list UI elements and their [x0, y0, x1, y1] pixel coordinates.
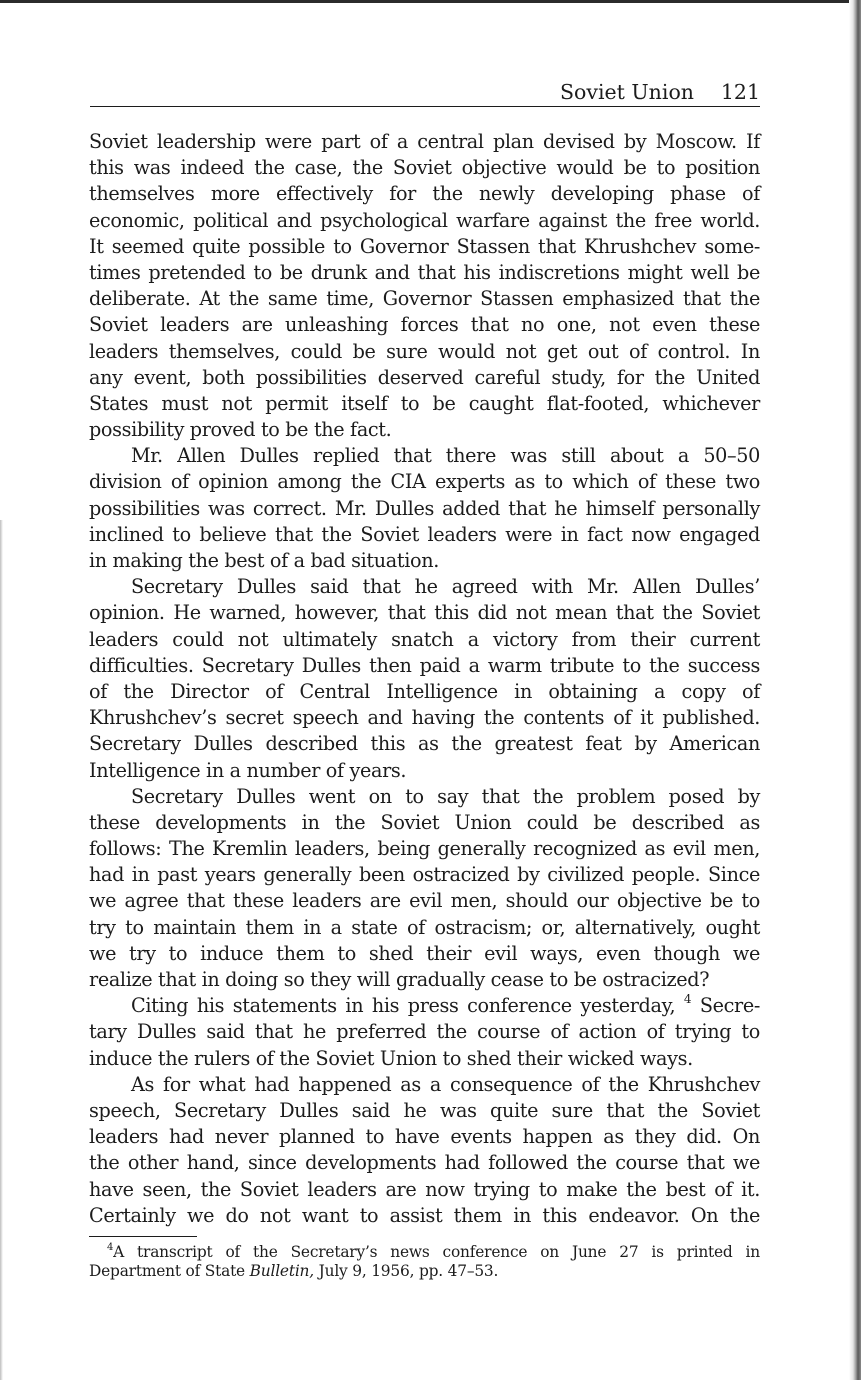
- text-line: Soviet leadership were part of a central plan devised by Moscow. If: [89, 130, 760, 153]
- text-line: tary Dulles said that he preferred the course of action of trying to: [89, 1020, 760, 1044]
- text-line: Intelligence in a number of years.: [89, 758, 407, 782]
- text-line: economic, political and psychological warfare against the free world.: [89, 208, 760, 232]
- footnote-text: A transcript of the Secretary’s news conference on June 27 is printed in: [113, 1243, 760, 1261]
- text-line: leaders had never planned to have events happen as they did. On: [89, 1125, 760, 1149]
- footnote-line: [89, 1243, 760, 1262]
- body-text: [89, 129, 760, 1229]
- text-line: times pretended to be drunk and that his indiscretions might well be: [89, 260, 760, 284]
- text-line: Secretary Dulles described this as the greatest feat by American: [89, 732, 760, 756]
- text-line: As for what had happened as a consequence of the Khrushchev: [131, 1072, 760, 1096]
- footnote-text-pre: Department of State: [89, 1262, 250, 1280]
- text-line: difficulties. Secretary Dulles then paid a warm tribute to the success: [89, 653, 760, 677]
- text-line: follows: The Kremlin leaders, being generally recognized as evil men,: [89, 837, 760, 861]
- text-line: have seen, the Soviet leaders are now trying to make the best of it.: [89, 1177, 760, 1201]
- running-title: Soviet Union: [560, 80, 694, 104]
- text-line: any event, both possibilities deserved careful study, for the United: [89, 365, 760, 389]
- text-line: leaders themselves, could be sure would not get out of control. In: [89, 339, 760, 363]
- footnote-line: [89, 1262, 760, 1281]
- text-line-end: Secre-: [699, 994, 761, 1018]
- text-line-start: Citing his statements in his press conference yesterday,: [131, 994, 676, 1018]
- text-line: deliberate. At the same time, Governor Stassen emphasized that the: [89, 287, 760, 311]
- text-line: Secretary Dulles said that he agreed with Mr. Allen Dulles’: [131, 575, 760, 599]
- scan-edge-right: [849, 0, 861, 1380]
- text-line: Mr. Allen Dulles replied that there was still about a 50–50: [131, 444, 760, 468]
- footnote-rule: [89, 1236, 197, 1237]
- running-head: [90, 80, 760, 107]
- text-line: had in past years generally been ostracized by civilized people. Since: [89, 863, 760, 887]
- text-line: It seemed quite possible to Governor Stassen that Khrushchev some-: [89, 234, 760, 258]
- text-line: in making the best of a bad situation.: [89, 549, 439, 572]
- text-line: try to maintain them in a state of ostracism; or, alternatively, ought: [89, 915, 760, 939]
- text-line: Khrushchev’s secret speech and having the contents of it published.: [89, 706, 760, 730]
- text-line: leaders could not ultimately snatch a victory from their current: [89, 627, 760, 651]
- footnote-marker: 4: [107, 1242, 114, 1253]
- scan-edge-left: [0, 520, 3, 1380]
- text-line: induce the rulers of the Soviet Union to shed their wicked ways.: [89, 1046, 693, 1070]
- text-line: these developments in the Soviet Union could be described as: [89, 810, 760, 834]
- text-line-with-footnote-ref: [89, 993, 760, 1019]
- text-line: realize that in doing so they will gradually cease to be ostracized?: [89, 968, 710, 991]
- text-line: Soviet leaders are unleashing forces that no one, not even these: [89, 313, 760, 337]
- text-line: themselves more effectively for the newly developing phase of: [89, 182, 760, 206]
- text-line: of the Director of Central Intelligence in obtaining a copy of: [89, 679, 760, 703]
- footnote-text-post: July 9, 1956, pp. 47–53.: [313, 1262, 499, 1280]
- text-line: this was indeed the case, the Soviet objective would be to position: [89, 156, 760, 180]
- text-line: possibilities was correct. Mr. Dulles added that he himself personally: [89, 496, 760, 520]
- footnote-ref: 4: [683, 992, 692, 1007]
- text-line: we try to induce them to shed their evil ways, even though we: [89, 941, 760, 965]
- text-line: opinion. He warned, however, that this did not mean that the Soviet: [89, 601, 760, 625]
- scan-edge-top: [0, 0, 861, 3]
- text-line: speech, Secretary Dulles said he was quite sure that the Soviet: [89, 1098, 760, 1122]
- text-line: possibility proved to be the fact.: [89, 418, 392, 442]
- text-line: Certainly we do not want to assist them in this endeavor. On the: [89, 1203, 760, 1227]
- text-line: division of opinion among the CIA experts as to which of these two: [89, 470, 760, 494]
- page-number: 121: [720, 80, 760, 104]
- text-line: inclined to believe that the Soviet leaders were in fact now engaged: [89, 522, 760, 546]
- text-line: we agree that these leaders are evil men, should our objective be to: [89, 889, 760, 913]
- footnotes: [89, 1243, 760, 1281]
- publication-title: Bulletin,: [249, 1262, 314, 1280]
- text-line: States must not permit itself to be caught flat-footed, whichever: [89, 391, 760, 415]
- text-line: the other hand, since developments had followed the course that we: [89, 1151, 760, 1175]
- text-line: Secretary Dulles went on to say that the problem posed by: [131, 784, 760, 808]
